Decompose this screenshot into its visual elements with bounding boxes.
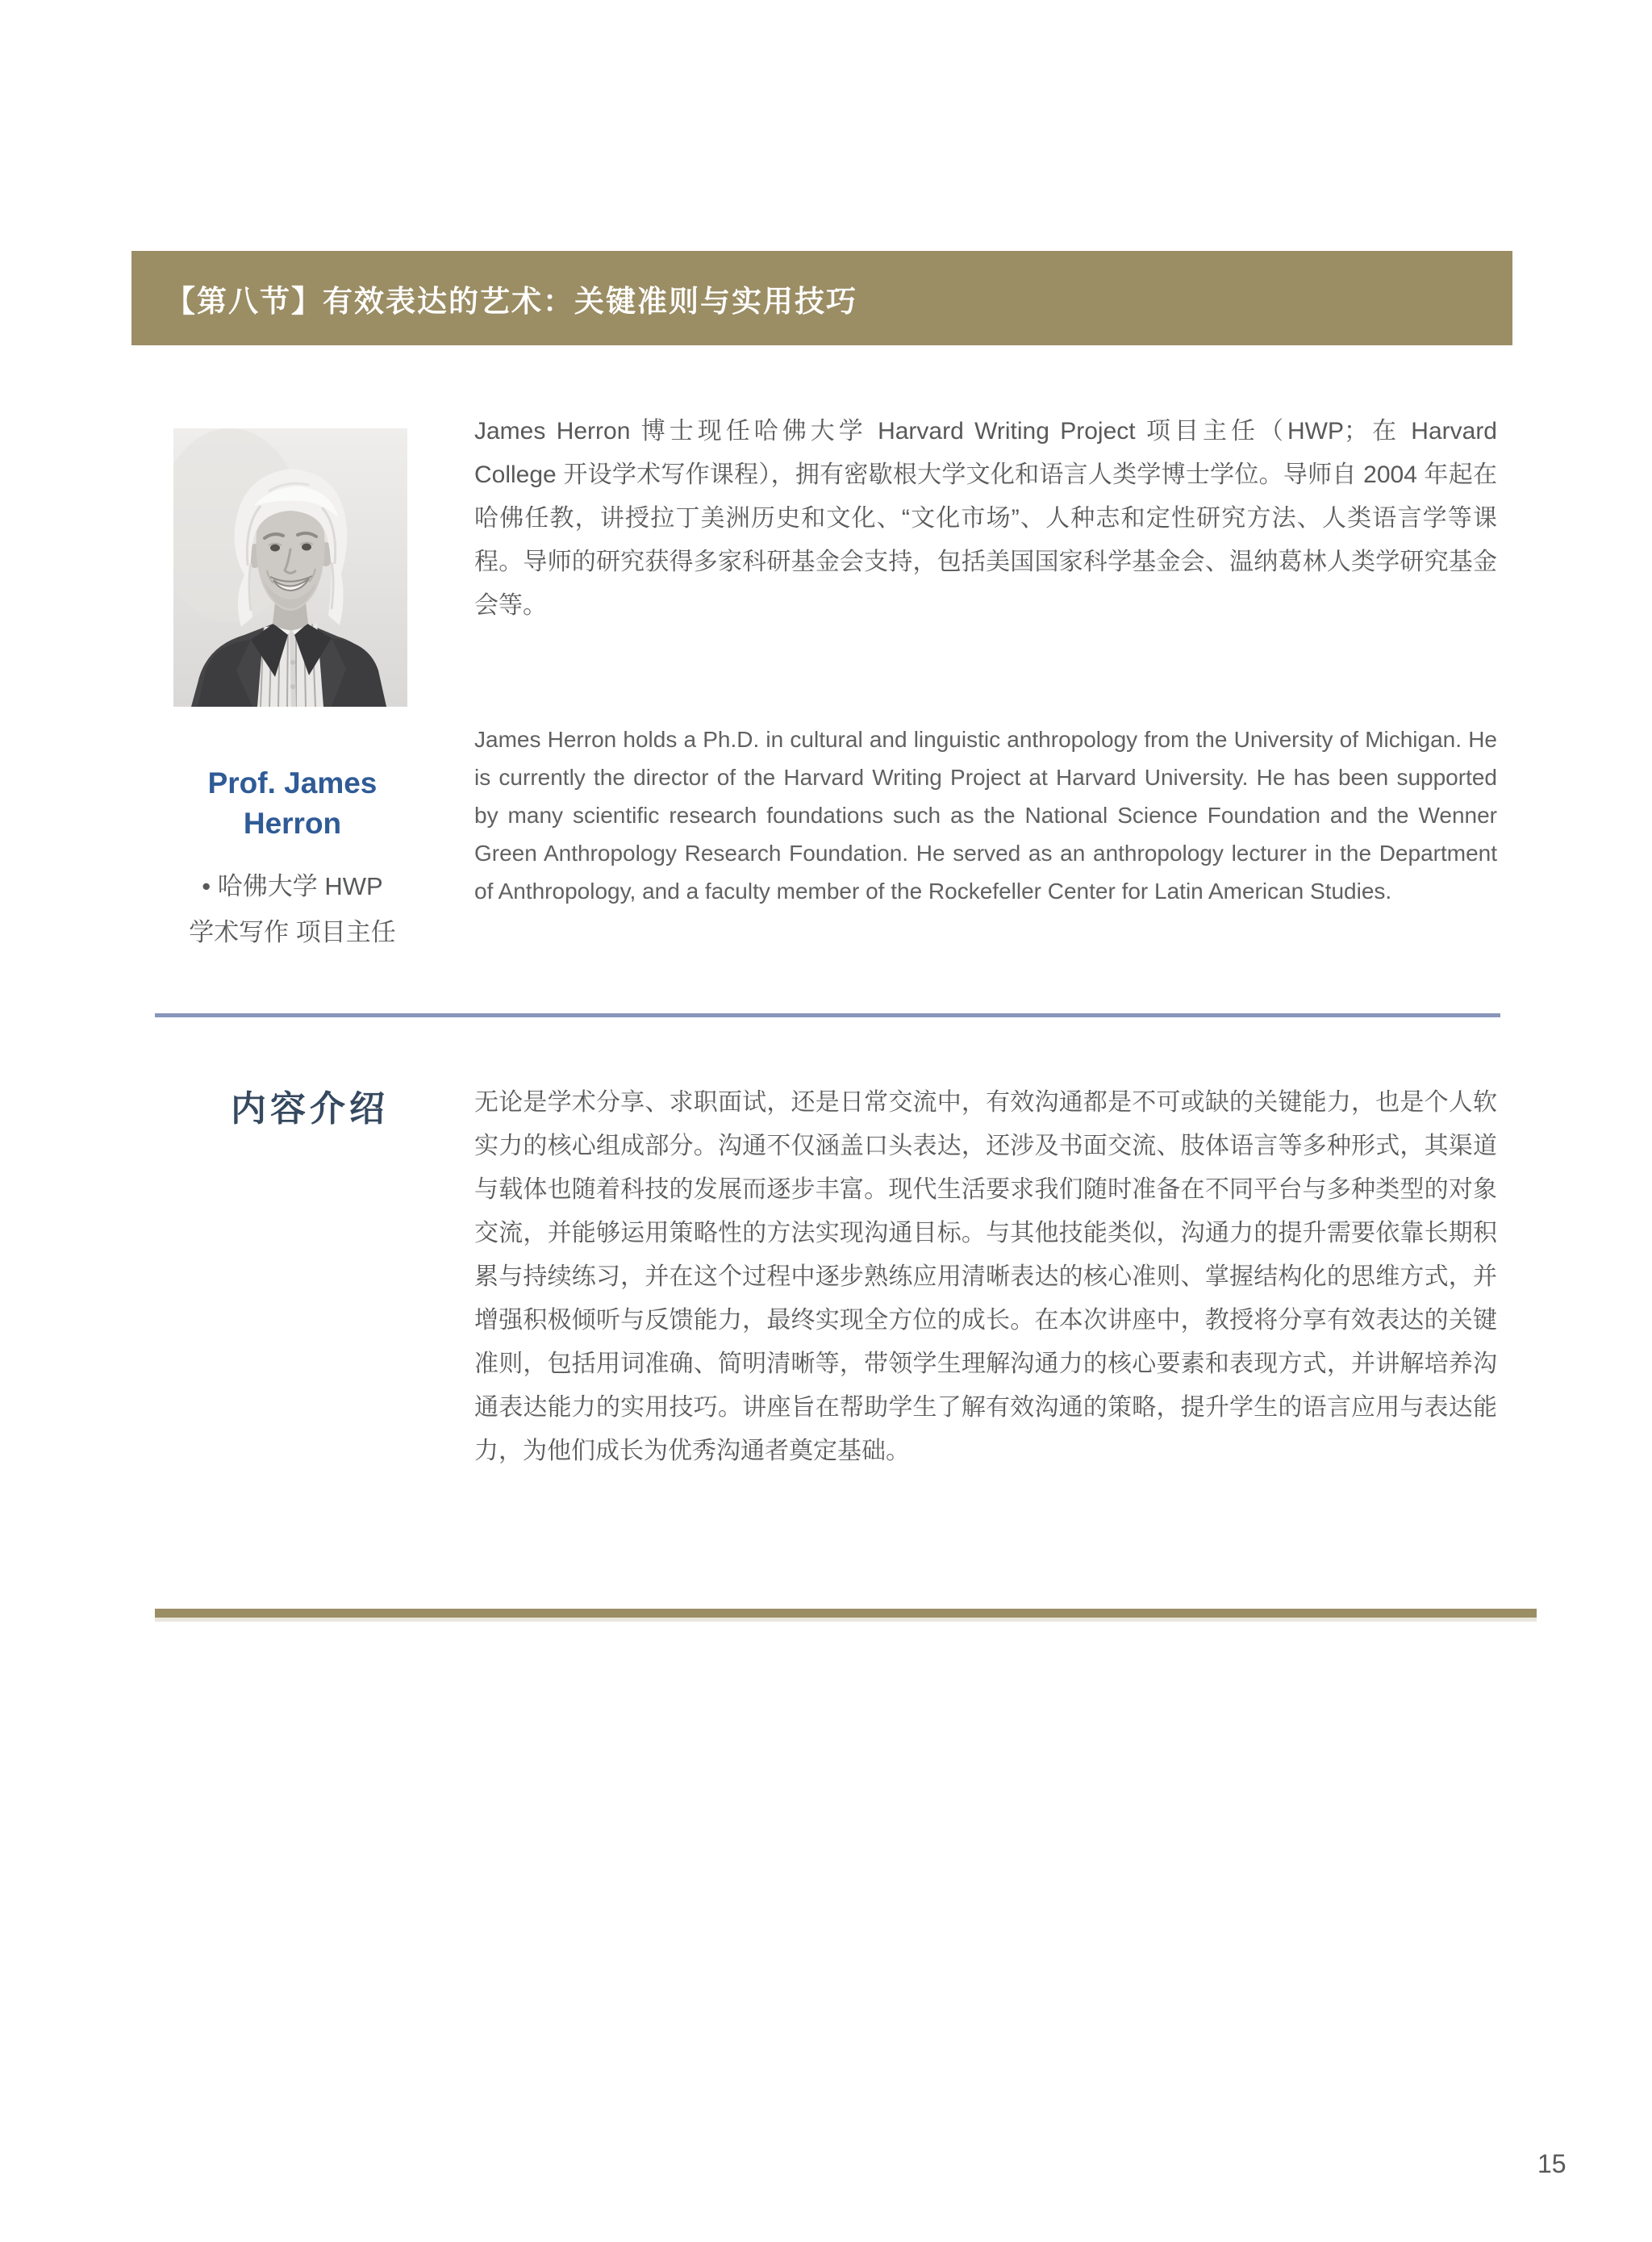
credential-line-2: 学术写作 项目主任 xyxy=(189,918,396,946)
bio-paragraph-en: James Herron holds a Ph.D. in cultural and linguistic anthropology from the University of Michigan. He is currently the director of the Harvard Writing Project at Harvard University. He has been supported by many scientific research foundations such as the National Science Foundation and the Wenner Green Anthropology Research Foundation. He served as an anthropology lecturer in the Department of Anthropology, and a faculty member of the Rockefeller Center for Latin American Studies. xyxy=(474,727,1497,904)
bottom-accent-rule xyxy=(155,1609,1537,1618)
content-intro-paragraph: 无论是学术分享、求职面试，还是日常交流中，有效沟通都是不可或缺的关键能力，也是个人软实力的核心组成部分。沟通不仅涵盖口头表达，还涉及书面交流、肢体语言等多种形式，其渠道与载体也随着科技的发展而逐步丰富。现代生活要求我们随时准备在不同平台与多种类型的对象交流，并能够运用策略性的方法实现沟通目标。与其他技能类似，沟通力的提升需要依靠长期积累与持续练习，并在这个过程中逐步熟练应用清晰表达的核心准则、掌握结构化的思维方式，并增强积极倾听与反馈能力，最终实现全方位的成长。在本次讲座中，教授将分享有效表达的关键准则，包括用词准确、简明清晰等，带领学生理解沟通力的核心要素和表现方式，并讲解培养沟通表达能力的实用技巧。讲座旨在帮助学生了解有效沟通的策略，提升学生的语言应用与表达能力，为他们成长为优秀沟通者奠定基础。 xyxy=(474,1089,1497,1464)
content-intro-heading: 内容介绍 xyxy=(231,1089,389,1129)
portrait-illustration xyxy=(173,428,407,707)
section-divider-line xyxy=(155,1013,1500,1017)
professor-name-line1: Prof. James xyxy=(207,766,378,800)
credential-line-1: • 哈佛大学 HWP xyxy=(202,872,383,900)
page-number: 15 xyxy=(1537,2149,1566,2178)
bio-paragraph-zh: James Herron 博士现任哈佛大学 Harvard Writing Project 项目主任（HWP；在 Harvard College 开设学术写作课程），拥有密歇根大学文化和语言人类学博士学位。导师自 2004 年起在哈佛任教，讲授拉丁美洲历史和文化、“文化市场”、人种志和定性研究方法、人类语言学等课程。导师的研究获得多家科研基金会支持，包括美国国家科学基金会、温纳葛林人类学研究基金会等。 xyxy=(474,418,1497,619)
professor-credentials xyxy=(153,863,432,955)
professor-name-block xyxy=(153,763,432,955)
section-banner xyxy=(131,251,1512,345)
professor-photo xyxy=(173,428,407,707)
professor-name-line2: Herron xyxy=(243,807,342,840)
section-title: 【第八节】有效表达的艺术：关键准则与实用技巧 xyxy=(165,284,857,318)
